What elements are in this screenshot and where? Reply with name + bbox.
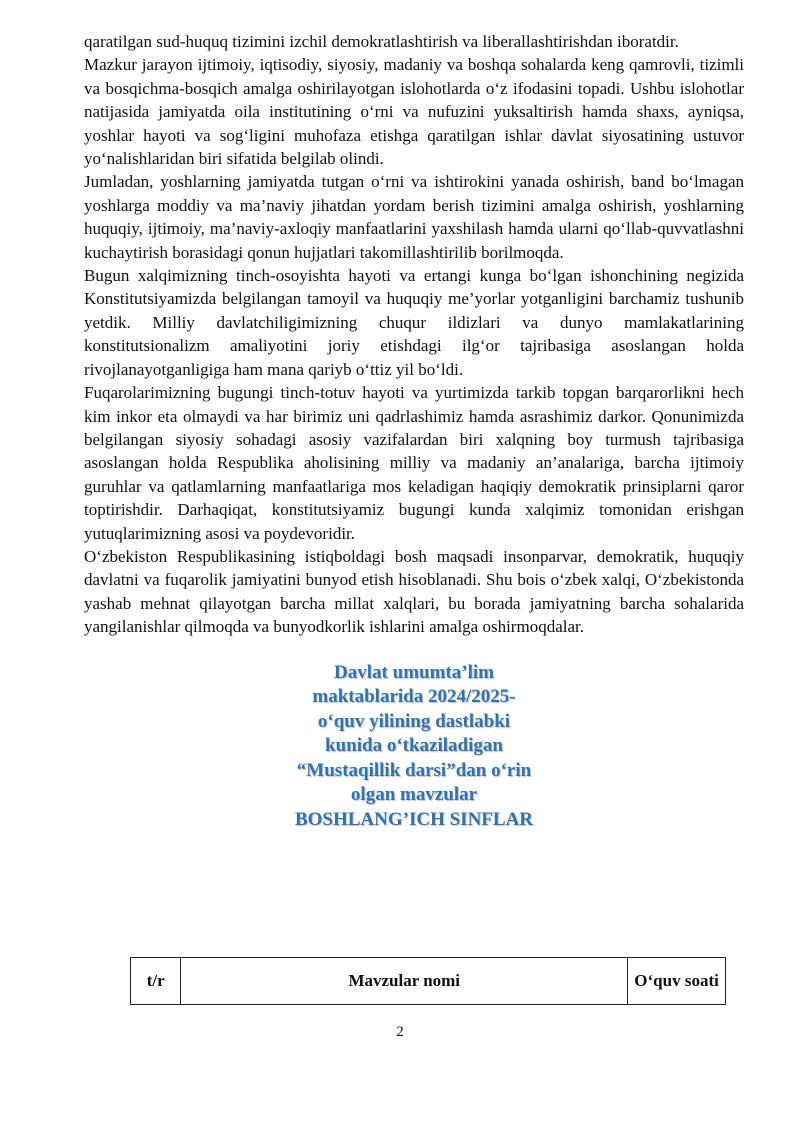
paragraph: qaratilgan sud-huquq tizimini izchil demokratlashtirish va liberallashtirishdan iboratdir. (84, 32, 679, 51)
heading-line: Davlat umumta’lim (334, 661, 494, 683)
document-page (84, 30, 744, 832)
page-number: 2 (396, 1024, 404, 1040)
heading-line: BOSHLANG’ICH SINFLAR (294, 808, 534, 830)
heading-line: “Mustaqillik darsi”dan o‘rin (296, 759, 532, 781)
paragraph: Jumladan, yoshlarning jamiyatda tutgan o‘rni va ishtirokini yanada oshirish, band bo‘lmagan yoshlarga moddiy va ma’naviy jihatdan yordam berish tizimini amalga oshirish, yoshlarning huquqiy, ijtimoiy, ma’naviy-axloqiy manfaatlarini yaxshilash hamda ularni qo‘llab-quvvatlashni kuchaytirish borasidagi qonun hujjatlari takomillashtirilib borilmoqda. (84, 172, 744, 262)
heading-line: o‘quv yilining dastlabki (317, 710, 511, 732)
table-header-row (131, 958, 726, 1005)
column-header-number: t/r (131, 958, 181, 1005)
heading-line: maktablarida 2024/2025- (312, 686, 516, 708)
column-header-topic-name: Mavzular nomi (181, 958, 628, 1005)
column-header-hours: O‘quv soati (628, 958, 726, 1005)
topics-table-wrapper (130, 957, 726, 1005)
topics-table (130, 957, 726, 1005)
paragraph: O‘zbekiston Respublikasining istiqboldagi bosh maqsadi insonparvar, demokratik, huquqiy davlatni va fuqarolik jamiyatini bunyod etish hisoblanadi. Shu bois o‘zbek xalqi, O‘zbekistonda yashab mehnat qilayotgan barcha millat xalqlari, bu borada jamiyatning barcha sohalarida yangilanishlar qilmoqda va bunyodkorlik ishlarini amalga oshirmoqdalar. (84, 546, 744, 637)
heading-line: kunida o‘tkaziladigan (325, 735, 503, 757)
paragraph: Fuqarolarimizning bugungi tinch-totuv hayoti va yurtimizda tarkib topgan barqarorlikni hech kim inkor eta olmaydi va har birimiz uni qadrlashimiz hamda asrashimiz darkor. Qonunimizda belgilangan siyosiy sohadagi asosiy vazifalardan biri xalqning boy turmush tajribasiga asoslangan holda Respublika aholisining milliy va madaniy an’analariga, barcha ijtimoiy guruhlar va qatlamlarning manfaatlariga mos keladigan haqiqiy demokratik prinsiplarni qaror toptirishdir. Darhaqiqat, konstitutsiyamiz bugungi kunda xalqimiz tomonidan erishgan yutuqlarimizning asosi va poydevoridir. (84, 383, 744, 543)
section-heading (84, 661, 744, 833)
paragraph: Bugun xalqimizning tinch-osoyishta hayoti va ertangi kunga bo‘lgan ishonchining negizida Konstitutsiyamizda belgilangan tamoyil va huquqiy me’yorlar yotganligini barchamiz tushunib yetdik. Milliy davlatchiligimizning chuqur ildizlari va dunyo mamlakatlarining konstitutsionalizm amaliyotini joriy etishdagi ilg‘or tajribasiga asoslangan holda rivojlanayotganligiga ham mana qariyb o‘ttiz yil bo‘ldi. (84, 266, 744, 379)
heading-line: olgan mavzular (350, 784, 478, 806)
paragraph: Mazkur jarayon ijtimoiy, iqtisodiy, siyosiy, madaniy va boshqa sohalarda keng qamrovli, tizimli va bosqichma-bosqich amalga oshirilayotgan islohotlarda o‘z ifodasini topadi. Ushbu islohotlar natijasida jamiyatda oila institutining o‘rni va nufuzini yuksaltirish hamda shaxs, ayniqsa, yoshlar hayoti va sog‘ligini muhofaza etishga qaratilgan ishlar davlat siyosatining ustuvor yo‘nalishlaridan biri sifatida belgilab olindi. (84, 55, 744, 169)
